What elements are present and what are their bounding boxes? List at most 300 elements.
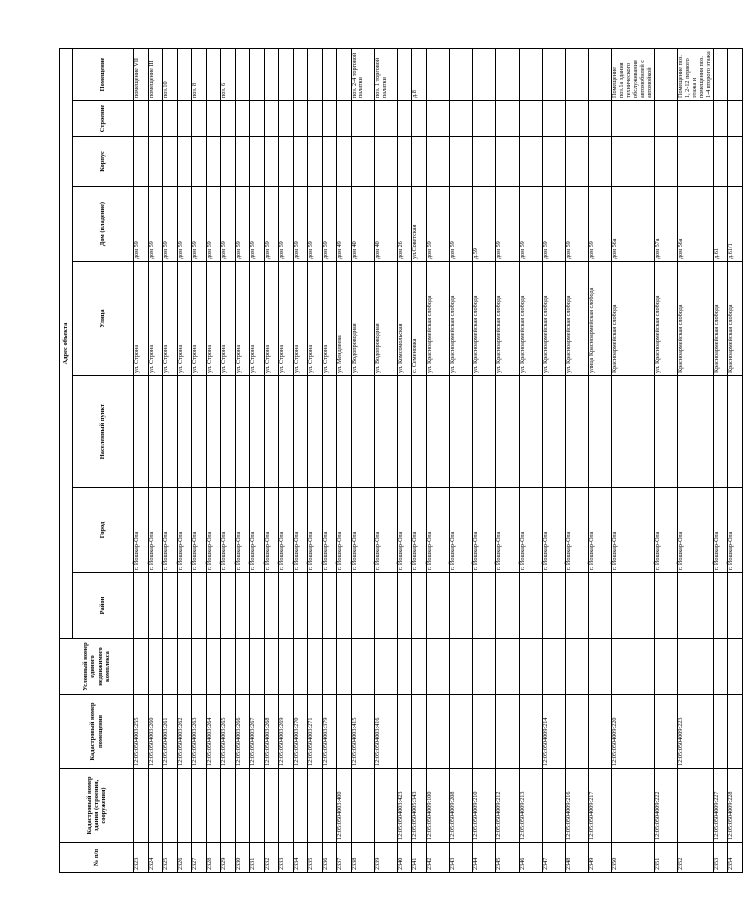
table-row (450, 48, 473, 872)
cell-premises (337, 48, 352, 100)
cell-corpus (221, 137, 236, 187)
cell-building-cadastral (374, 769, 397, 843)
table-row (412, 48, 427, 872)
cell-building-cadastral (322, 769, 337, 843)
cell-premises-cadastral: 12:05:0504003:264 (206, 695, 221, 769)
cell-premises (473, 48, 496, 100)
cell-corpus (519, 137, 542, 187)
cell-city: г. Йошкар-Ола (206, 488, 221, 573)
cell-city: г. Йошкар-Ола (250, 488, 265, 573)
cell-structure (279, 101, 294, 137)
cell-settlement (655, 376, 678, 488)
cell-building-cadastral (351, 769, 374, 843)
cell-num: 2327 (192, 843, 207, 873)
cell-settlement (426, 376, 449, 488)
cell-structure (542, 101, 565, 137)
cell-street: ул. Строна (192, 262, 207, 376)
cell-building-cadastral: 12:05:0504009:208 (450, 769, 473, 843)
cell-settlement (728, 376, 743, 488)
cell-num: 2333 (279, 843, 294, 873)
cell-structure (351, 101, 374, 137)
cell-num: 2340 (397, 843, 412, 873)
cell-structure (412, 101, 427, 137)
cell-house: д.61/1 (728, 187, 743, 262)
cell-corpus (250, 137, 265, 187)
cell-num: 2338 (351, 843, 374, 873)
cell-settlement (192, 376, 207, 488)
table-row (279, 48, 294, 872)
cell-premises-cadastral (655, 695, 678, 769)
cell-structure (250, 101, 265, 137)
cell-city: г. Йошкар-Ола (566, 488, 589, 573)
cell-structure (293, 101, 308, 137)
cell-num: 2324 (148, 843, 163, 873)
cell-settlement (397, 376, 412, 488)
cell-settlement (148, 376, 163, 488)
cell-building-cadastral (221, 769, 236, 843)
cell-house: дом 40 (351, 187, 374, 262)
cell-settlement (351, 376, 374, 488)
table-row (221, 48, 236, 872)
cell-city: г. Йошкар-Ола (337, 488, 352, 573)
table-row (148, 48, 163, 872)
cell-city: г. Йошкар-Ола (412, 488, 427, 573)
header-structure: Строение (73, 101, 134, 137)
cell-num: 2342 (426, 843, 449, 873)
table-row (235, 48, 250, 872)
cell-city: г. Йошкар-Ола (322, 488, 337, 573)
cell-settlement (678, 376, 714, 488)
cell-corpus (134, 137, 149, 187)
property-register-table (59, 48, 743, 873)
cell-settlement (264, 376, 279, 488)
cell-settlement (473, 376, 496, 488)
cell-street: ул. Строна (322, 262, 337, 376)
cell-city: г. Йошкар-Ола (163, 488, 178, 573)
cell-num: 2346 (519, 843, 542, 873)
cell-conditional-number (250, 639, 265, 695)
table-row (612, 48, 655, 872)
cell-num: 2350 (612, 843, 655, 873)
cell-conditional-number (397, 639, 412, 695)
table-row (542, 48, 565, 872)
cell-house: дом 56а (612, 187, 655, 262)
cell-conditional-number (426, 639, 449, 695)
cell-building-cadastral: 12:05:0504009:222 (655, 769, 678, 843)
cell-num: 2343 (450, 843, 473, 873)
cell-street: ул. Строна (163, 262, 178, 376)
cell-num: 2349 (589, 843, 612, 873)
cell-structure (134, 101, 149, 137)
cell-conditional-number (412, 639, 427, 695)
cell-district (412, 573, 427, 639)
cell-district (728, 573, 743, 639)
cell-house: д.61 (713, 187, 728, 262)
header-house: Дом (владение) (73, 187, 134, 262)
cell-building-cadastral (163, 769, 178, 843)
cell-city: г. Йошкар-Ола (264, 488, 279, 573)
cell-settlement (713, 376, 728, 488)
cell-district (308, 573, 323, 639)
cell-corpus (264, 137, 279, 187)
cell-premises-cadastral (397, 695, 412, 769)
cell-settlement (322, 376, 337, 488)
cell-conditional-number (374, 639, 397, 695)
cell-num: 2325 (163, 843, 178, 873)
cell-street: Красноармейская слобода (678, 262, 714, 376)
table-row (206, 48, 221, 872)
cell-building-cadastral (542, 769, 565, 843)
cell-house: дом 59 (192, 187, 207, 262)
cell-premises-cadastral: 12:05:0504003:265 (221, 695, 236, 769)
cell-structure (473, 101, 496, 137)
cell-conditional-number (519, 639, 542, 695)
header-premises: Помещение (73, 48, 134, 100)
cell-num: 2353 (713, 843, 728, 873)
table-row (192, 48, 207, 872)
cell-corpus (496, 137, 519, 187)
cell-corpus (235, 137, 250, 187)
cell-corpus (612, 137, 655, 187)
cell-building-cadastral: 12:05:0504003:423 (397, 769, 412, 843)
cell-house: дом 59 (426, 187, 449, 262)
cell-street: ул. Строна (134, 262, 149, 376)
table-row (293, 48, 308, 872)
cell-settlement (308, 376, 323, 488)
cell-district (163, 573, 178, 639)
cell-district (473, 573, 496, 639)
cell-city: г. Йошкар-Ола (397, 488, 412, 573)
cell-premises (566, 48, 589, 100)
header-street: Улица (73, 262, 134, 376)
cell-house: дом 59 (148, 187, 163, 262)
cell-premises-cadastral (566, 695, 589, 769)
cell-district (519, 573, 542, 639)
cell-corpus (308, 137, 323, 187)
cell-premises-cadastral: 12:05:0504003:268 (264, 695, 279, 769)
cell-house: дом 59 (322, 187, 337, 262)
cell-city: г. Йошкар-Ола (496, 488, 519, 573)
table-row (728, 48, 743, 872)
header-num: № п/п (60, 843, 134, 873)
header-city: Город (73, 488, 134, 573)
cell-building-cadastral: 12:05:0504009:100 (426, 769, 449, 843)
cell-structure (426, 101, 449, 137)
cell-corpus (713, 137, 728, 187)
cell-conditional-number (308, 639, 323, 695)
cell-settlement (374, 376, 397, 488)
cell-premises-cadastral: 12:05:0504003:260 (148, 695, 163, 769)
cell-premises-cadastral: 12:05:0504003:261 (163, 695, 178, 769)
cell-building-cadastral: 12:05:0504003:400 (337, 769, 352, 843)
cell-street: ул. Красноармейская слобода (542, 262, 565, 376)
cell-city: г. Йошкар-Ола (148, 488, 163, 573)
table-row (264, 48, 279, 872)
cell-street: ул. Водопроводная (374, 262, 397, 376)
cell-district (250, 573, 265, 639)
cell-settlement (134, 376, 149, 488)
cell-city: г. Йошкар-Ола (713, 488, 728, 573)
table-row (397, 48, 412, 872)
cell-corpus (206, 137, 221, 187)
cell-premises (397, 48, 412, 100)
cell-house: дом 59 (235, 187, 250, 262)
cell-premises (713, 48, 728, 100)
cell-conditional-number (612, 639, 655, 695)
cell-city: г. Йошкар-Ола (177, 488, 192, 573)
cell-conditional-number (148, 639, 163, 695)
cell-premises: Помещение поз. 1, 2-12 первого этажа и помещения поз. 1-4 второго этажа (678, 48, 714, 100)
cell-settlement (337, 376, 352, 488)
cell-structure (192, 101, 207, 137)
cell-district (221, 573, 236, 639)
cell-structure (206, 101, 221, 137)
cell-structure (450, 101, 473, 137)
table-row (589, 48, 612, 872)
table-row (134, 48, 149, 872)
cell-settlement (221, 376, 236, 488)
cell-city: г. Йошкар-Ола (473, 488, 496, 573)
cell-street: Красноармейская слобода (713, 262, 728, 376)
table-row (655, 48, 678, 872)
cell-structure (308, 101, 323, 137)
table-row (566, 48, 589, 872)
cell-district (678, 573, 714, 639)
cell-street: Красноармейская слобода (728, 262, 743, 376)
cell-city: г. Йошкар-Ола (426, 488, 449, 573)
cell-structure (264, 101, 279, 137)
cell-building-cadastral (293, 769, 308, 843)
cell-structure (655, 101, 678, 137)
cell-premises-cadastral (713, 695, 728, 769)
cell-premises-cadastral: 12:05:0504009:220 (612, 695, 655, 769)
header-building-cadastral: Кадастровый номер здания (строения, сооружения) (60, 769, 134, 843)
cell-premises-cadastral (337, 695, 352, 769)
rotated-page (59, 49, 735, 873)
cell-district (293, 573, 308, 639)
cell-num: 2345 (496, 843, 519, 873)
table-row (473, 48, 496, 872)
cell-building-cadastral (308, 769, 323, 843)
table-body (134, 48, 743, 872)
cell-premises (450, 48, 473, 100)
cell-premises (655, 48, 678, 100)
cell-street: ул. Строна (221, 262, 236, 376)
cell-conditional-number (713, 639, 728, 695)
cell-structure (589, 101, 612, 137)
cell-house: дом 26 (397, 187, 412, 262)
table-row (177, 48, 192, 872)
cell-premises-cadastral (496, 695, 519, 769)
cell-structure (496, 101, 519, 137)
cell-conditional-number (264, 639, 279, 695)
cell-corpus (163, 137, 178, 187)
cell-corpus (426, 137, 449, 187)
cell-premises (322, 48, 337, 100)
cell-house: дом 59 (450, 187, 473, 262)
cell-city: г. Йошкар-Ола (221, 488, 236, 573)
cell-structure (322, 101, 337, 137)
cell-district (192, 573, 207, 639)
cell-premises-cadastral: 12:05:0504009:214 (542, 695, 565, 769)
cell-num: 2328 (206, 843, 221, 873)
cell-premises (519, 48, 542, 100)
cell-district (337, 573, 352, 639)
cell-structure (177, 101, 192, 137)
cell-corpus (322, 137, 337, 187)
cell-conditional-number (293, 639, 308, 695)
cell-premises-cadastral (412, 695, 427, 769)
cell-premises-cadastral: 12:05:0504003:263 (192, 695, 207, 769)
cell-house: дом 59 (221, 187, 236, 262)
table-row (250, 48, 265, 872)
cell-num: 2354 (728, 843, 743, 873)
cell-corpus (473, 137, 496, 187)
cell-house: дом 59 (589, 187, 612, 262)
table-row (426, 48, 449, 872)
cell-building-cadastral (678, 769, 714, 843)
cell-conditional-number (337, 639, 352, 695)
table-row (496, 48, 519, 872)
cell-num: 2347 (542, 843, 565, 873)
cell-district (322, 573, 337, 639)
cell-corpus (351, 137, 374, 187)
table-row (308, 48, 323, 872)
cell-district (279, 573, 294, 639)
table-row (519, 48, 542, 872)
cell-num: 2334 (293, 843, 308, 873)
table-row (351, 48, 374, 872)
cell-premises-cadastral: 12:05:0504003:266 (235, 695, 250, 769)
cell-num: 2331 (250, 843, 265, 873)
cell-corpus (374, 137, 397, 187)
cell-settlement (163, 376, 178, 488)
cell-premises-cadastral (519, 695, 542, 769)
cell-structure (713, 101, 728, 137)
table-row (163, 48, 178, 872)
cell-premises-cadastral (426, 695, 449, 769)
header-district: Район (73, 573, 134, 639)
cell-conditional-number (542, 639, 565, 695)
cell-settlement (250, 376, 265, 488)
cell-premises (250, 48, 265, 100)
table-row (374, 48, 397, 872)
cell-city: г. Йошкар-Ола (678, 488, 714, 573)
cell-district (206, 573, 221, 639)
cell-premises (308, 48, 323, 100)
cell-city: г. Йошкар-Ола (450, 488, 473, 573)
cell-structure (397, 101, 412, 137)
cell-conditional-number (473, 639, 496, 695)
cell-premises (279, 48, 294, 100)
cell-street: ул. Красноармейская слобода (426, 262, 449, 376)
cell-num: 2329 (221, 843, 236, 873)
cell-conditional-number (192, 639, 207, 695)
cell-house: дом 59 (293, 187, 308, 262)
cell-premises (542, 48, 565, 100)
cell-street: ул. Красноармейская слобода (496, 262, 519, 376)
cell-building-cadastral (192, 769, 207, 843)
cell-building-cadastral: 12:05:0504005:343 (412, 769, 427, 843)
cell-district (589, 573, 612, 639)
cell-conditional-number (134, 639, 149, 695)
cell-street: улица Красноармейская слобода (589, 262, 612, 376)
cell-settlement (177, 376, 192, 488)
table-row (337, 48, 352, 872)
cell-building-cadastral: 12:05:0504009:228 (728, 769, 743, 843)
cell-building-cadastral (206, 769, 221, 843)
cell-building-cadastral (134, 769, 149, 843)
cell-conditional-number (678, 639, 714, 695)
cell-premises (235, 48, 250, 100)
cell-house: дом 59 (496, 187, 519, 262)
cell-street: ул. Строна (264, 262, 279, 376)
cell-city: г. Йошкар-Ола (655, 488, 678, 573)
cell-house: дом 59 (163, 187, 178, 262)
header-address-group: Адрес объекта (60, 48, 73, 638)
cell-house: ул.Советская (412, 187, 427, 262)
cell-district (713, 573, 728, 639)
cell-street: ул. Строна (308, 262, 323, 376)
cell-premises (206, 48, 221, 100)
cell-street: ул. Строна (293, 262, 308, 376)
cell-corpus (148, 137, 163, 187)
cell-city: г. Йошкар-Ола (235, 488, 250, 573)
cell-structure (221, 101, 236, 137)
cell-street: ул. Строна (250, 262, 265, 376)
cell-premises-cadastral: 12:05:0504003:255 (134, 695, 149, 769)
cell-corpus (566, 137, 589, 187)
header-corpus: Корпус (73, 137, 134, 187)
cell-conditional-number (221, 639, 236, 695)
cell-premises-cadastral: 12:05:0504003:379 (322, 695, 337, 769)
cell-premises-cadastral: 12:05:0504003:267 (250, 695, 265, 769)
cell-premises: поз. 2-4 торговой палатки (351, 48, 374, 100)
cell-num: 2323 (134, 843, 149, 873)
cell-corpus (412, 137, 427, 187)
cell-street: ул. Красноармейская слобода (450, 262, 473, 376)
cell-num: 2336 (322, 843, 337, 873)
cell-building-cadastral (612, 769, 655, 843)
cell-premises (589, 48, 612, 100)
cell-city: г. Йошкар-Ола (589, 488, 612, 573)
cell-conditional-number (206, 639, 221, 695)
cell-num: 2337 (337, 843, 352, 873)
cell-settlement (519, 376, 542, 488)
cell-premises (496, 48, 519, 100)
cell-conditional-number (163, 639, 178, 695)
cell-city: г. Йошкар-Ола (192, 488, 207, 573)
cell-settlement (542, 376, 565, 488)
cell-premises (426, 48, 449, 100)
cell-structure (566, 101, 589, 137)
cell-street: ул. Водопроводная (351, 262, 374, 376)
cell-conditional-number (589, 639, 612, 695)
cell-street: Красноармейская слобода (612, 262, 655, 376)
cell-building-cadastral (279, 769, 294, 843)
cell-building-cadastral (250, 769, 265, 843)
cell-district (426, 573, 449, 639)
header-conditional-number: Условный номер единого недвижимого комплекса (60, 639, 134, 695)
cell-num: 2348 (566, 843, 589, 873)
cell-conditional-number (279, 639, 294, 695)
cell-premises-cadastral (473, 695, 496, 769)
cell-house: дом 59 (206, 187, 221, 262)
cell-street: ул. Красноармейская слобода (566, 262, 589, 376)
cell-building-cadastral: 12:05:0504009:213 (519, 769, 542, 843)
cell-building-cadastral: 12:05:0504009:217 (589, 769, 612, 843)
cell-house: дом 59 (519, 187, 542, 262)
